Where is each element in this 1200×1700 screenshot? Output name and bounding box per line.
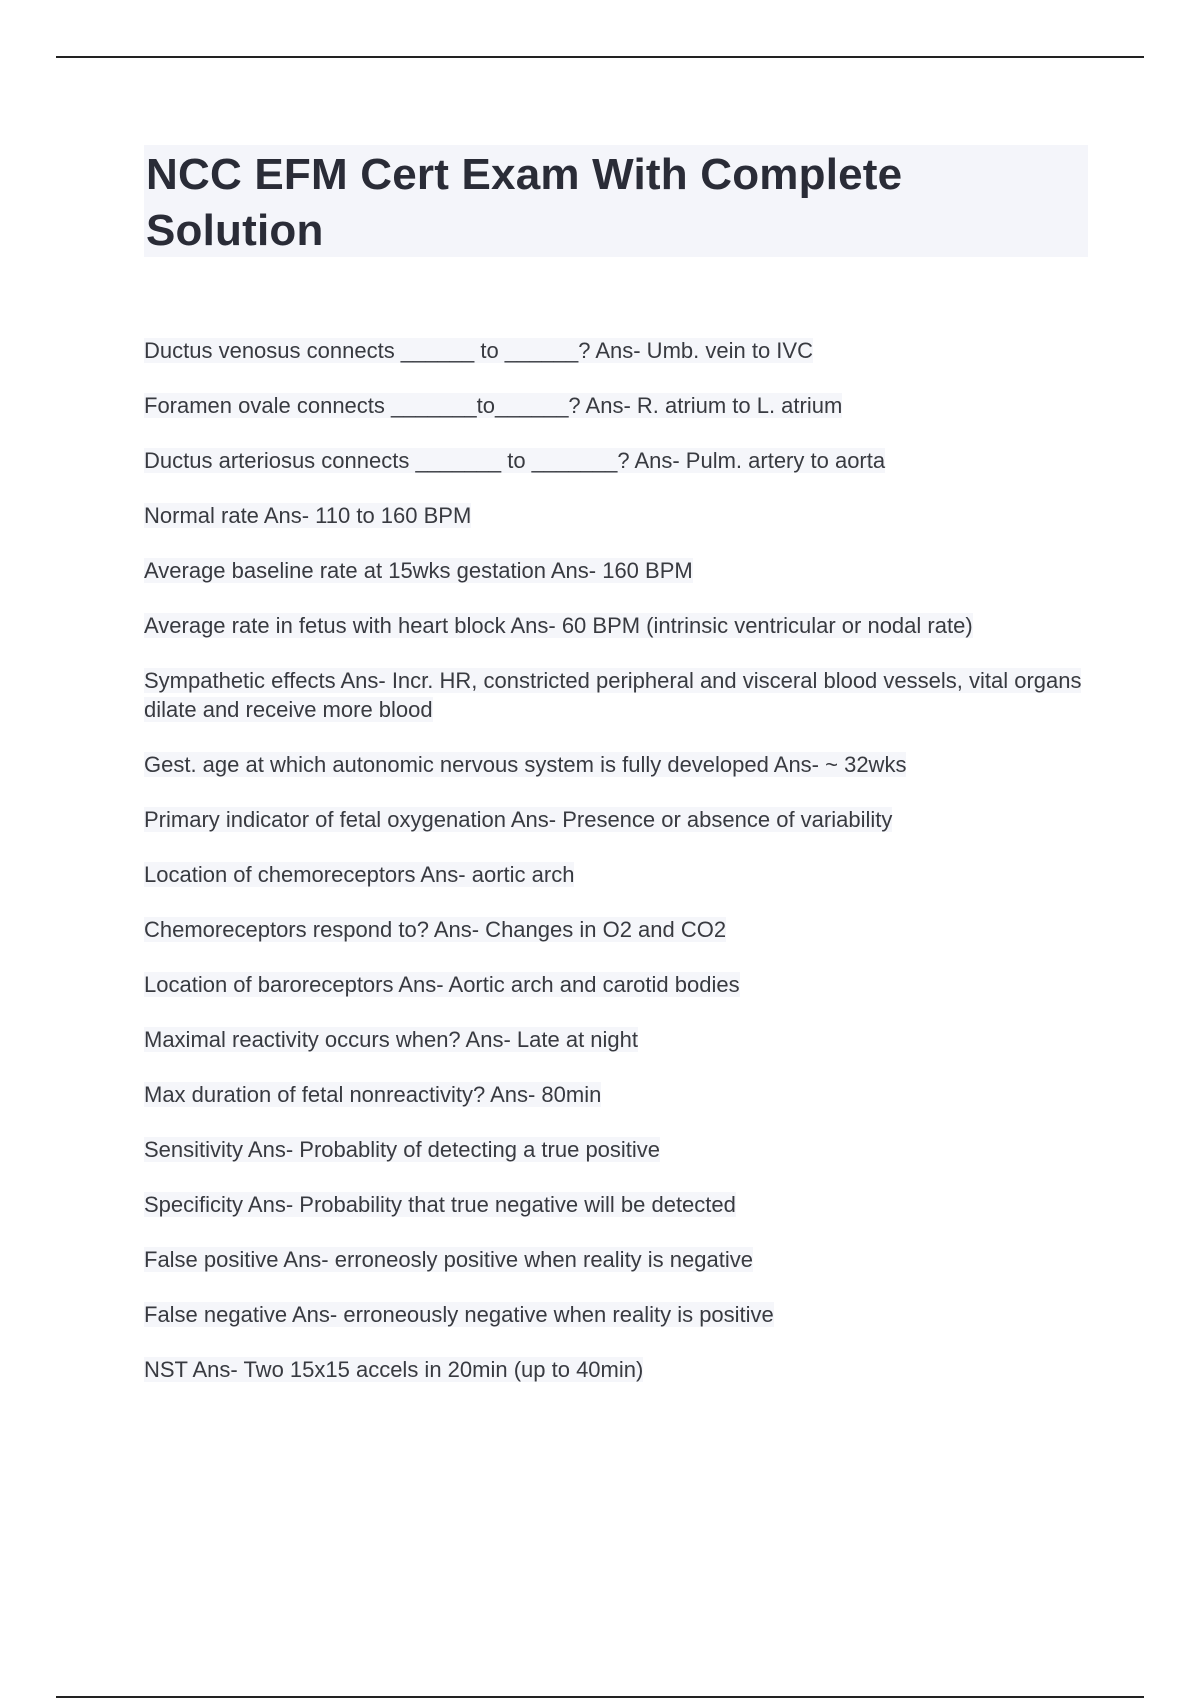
qa-item-ductus-arteriosus: Ductus arteriosus connects _______ to _______? Ans- Pulm. artery to aorta (144, 448, 886, 473)
qa-item-baseline-15wks: Average baseline rate at 15wks gestation Ans- 160 BPM (144, 558, 693, 583)
top-divider (56, 56, 1144, 58)
qa-item-normal-rate: Normal rate Ans- 110 to 160 BPM (144, 503, 472, 528)
qa-item-sympathetic-effects: Sympathetic effects Ans- Incr. HR, constricted peripheral and visceral blood vessels, vital organs dilate and receive more blood (144, 668, 1082, 722)
title-block (144, 145, 1088, 257)
qa-item-nst: NST Ans- Two 15x15 accels in 20min (up to 40min) (144, 1357, 644, 1382)
qa-item-false-negative: False negative Ans- erroneously negative when reality is positive (144, 1302, 774, 1327)
qa-item-chemoreceptor-location: Location of chemoreceptors Ans- aortic arch (144, 862, 575, 887)
qa-item-max-nonreactivity: Max duration of fetal nonreactivity? Ans- 80min (144, 1082, 602, 1107)
qa-item-ductus-venosus: Ductus venosus connects ______ to ______? Ans- Umb. vein to IVC (144, 338, 813, 363)
qa-item-oxygenation-indicator: Primary indicator of fetal oxygenation Ans- Presence or absence of variability (144, 807, 893, 832)
qa-item-foramen-ovale: Foramen ovale connects _______to______? Ans- R. atrium to L. atrium (144, 393, 843, 418)
document-title: NCC EFM Cert Exam With Complete Solution (146, 150, 903, 255)
qa-item-chemoreceptor-response: Chemoreceptors respond to? Ans- Changes in O2 and CO2 (144, 917, 727, 942)
qa-item-false-positive: False positive Ans- erroneosly positive when reality is negative (144, 1247, 753, 1272)
qa-list (144, 336, 1104, 1410)
qa-item-autonomic-development: Gest. age at which autonomic nervous system is fully developed Ans- ~ 32wks (144, 752, 907, 777)
qa-item-heart-block-rate: Average rate in fetus with heart block Ans- 60 BPM (intrinsic ventricular or nodal rate) (144, 613, 973, 638)
qa-item-sensitivity: Sensitivity Ans- Probablity of detecting a true positive (144, 1137, 661, 1162)
qa-item-maximal-reactivity: Maximal reactivity occurs when? Ans- Late at night (144, 1027, 639, 1052)
qa-item-baroreceptor-location: Location of baroreceptors Ans- Aortic arch and carotid bodies (144, 972, 740, 997)
qa-item-specificity: Specificity Ans- Probability that true negative will be detected (144, 1192, 736, 1217)
bottom-divider (56, 1696, 1144, 1698)
